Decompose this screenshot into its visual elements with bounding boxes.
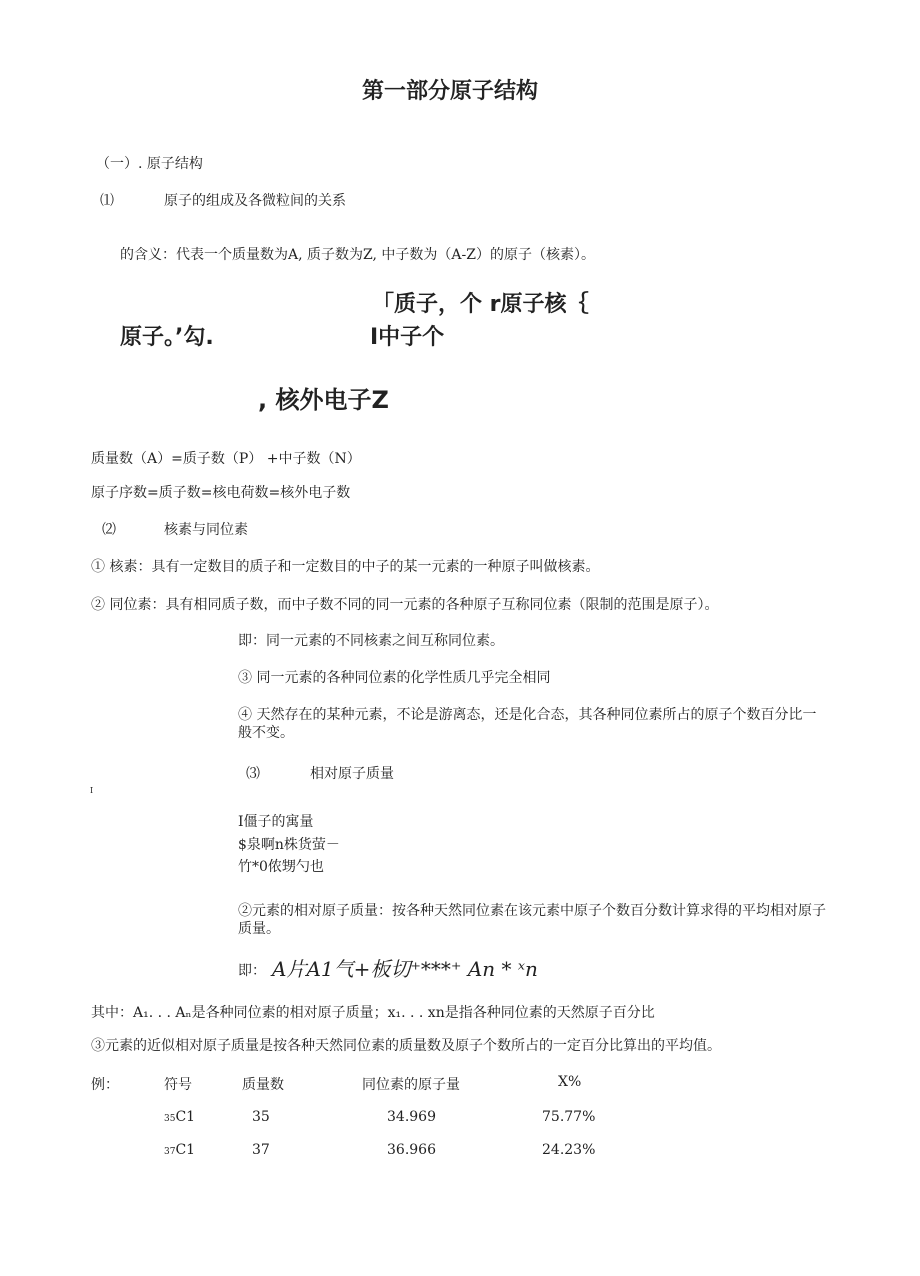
- table-header-symbol: 符号: [164, 1077, 192, 1093]
- table-cell-atomic: 34.969: [387, 1109, 436, 1125]
- section-heading: （一）. 原子结构: [96, 156, 203, 172]
- atomic-number-equation: 原子序数=质子数=核电荷数=核外电子数: [91, 485, 351, 501]
- item3-number: ⑶: [246, 766, 260, 782]
- point-4: ④ 天然存在的某种元素，不论是游离态，还是化合态，其各种同位素所占的原子个数百分比一般不变。: [238, 707, 817, 742]
- mass-prefix: 37: [164, 1147, 176, 1157]
- symbol-text: C1: [175, 1142, 196, 1158]
- item1-number: ⑴: [100, 193, 114, 209]
- isotope-note: 即：同一元素的不同核素之间互称同位素。: [238, 633, 504, 649]
- table-cell-atomic: 36.966: [387, 1142, 436, 1158]
- item2-number: ⑵: [102, 522, 116, 538]
- table-header-percent: X%: [558, 1074, 582, 1090]
- diagram-electron-label: , 核外电子Z: [258, 386, 389, 414]
- approx-mass-definition: ③元素的近似相对原子质量是按各种天然同位素的质量数及原子个数所占的一定百分比算出的平均值。: [91, 1038, 721, 1054]
- garbled-line-1: I僵子的寓量: [238, 814, 314, 830]
- nuclide-definition: ① 核素：具有一定数目的质子和一定数目的中子的某一元素的一种原子叫做核素。: [91, 559, 600, 575]
- table-row-symbol: [164, 1142, 195, 1158]
- garbled-line-3: 竹*0侬甥勺也: [238, 859, 324, 875]
- point-3: ③ 同一元素的各种同位素的化学性质几乎完全相同: [238, 670, 551, 686]
- mass-number-equation: 质量数（A）=质子数（P） +中子数（N）: [91, 451, 361, 467]
- table-header-atomic-mass: 同位素的原子量: [362, 1077, 460, 1093]
- table-cell-percent: 24.23%: [542, 1142, 596, 1158]
- formula-explanation: 其中：A₁. . . Aₙ是各种同位素的相对原子质量；x₁. . . xn是指各种同位素的天然原子百分比: [91, 1005, 655, 1021]
- page-title: 第一部分原子结构: [362, 79, 539, 104]
- isotope-definition: ② 同位素：具有相同质子数，而中子数不同的同一元素的各种原子互称同位素（限制的范围是原子）。: [91, 597, 719, 613]
- item1-heading: 原子的组成及各微粒间的关系: [164, 193, 346, 209]
- meaning-text: 的含义：代表一个质量数为A, 质子数为Z, 中子数为（A-Z）的原子（核素）。: [120, 247, 595, 263]
- average-mass-formula: A片A1气+板切⁺***⁺ An * ˣn: [272, 957, 538, 981]
- mass-prefix: 35: [164, 1114, 176, 1124]
- item3-heading: 相对原子质量: [310, 766, 394, 782]
- diagram-atom-label: 原子。’勾.: [120, 325, 214, 350]
- diagram-proton-line: 「质子，个 r原子核｛: [372, 292, 589, 317]
- garbled-line-2: $泉啊n株货萤－: [238, 837, 340, 853]
- stray-mark: I: [90, 786, 94, 795]
- symbol-text: C1: [175, 1109, 196, 1125]
- item2-heading: 核素与同位素: [164, 522, 248, 538]
- table-cell-mass: 37: [252, 1142, 270, 1158]
- table-cell-percent: 75.77%: [542, 1109, 596, 1125]
- table-header-mass-number: 质量数: [242, 1077, 284, 1093]
- example-label: 例：: [91, 1077, 119, 1093]
- table-cell-mass: 35: [252, 1109, 270, 1125]
- formula-prefix: 即：: [238, 963, 266, 979]
- table-row-symbol: [164, 1109, 195, 1125]
- element-relative-mass: ②元素的相对原子质量：按各种天然同位素在该元素中原子个数百分数计算求得的平均相对原子质量。: [238, 903, 826, 938]
- diagram-neutron-label: I中子个: [370, 325, 445, 350]
